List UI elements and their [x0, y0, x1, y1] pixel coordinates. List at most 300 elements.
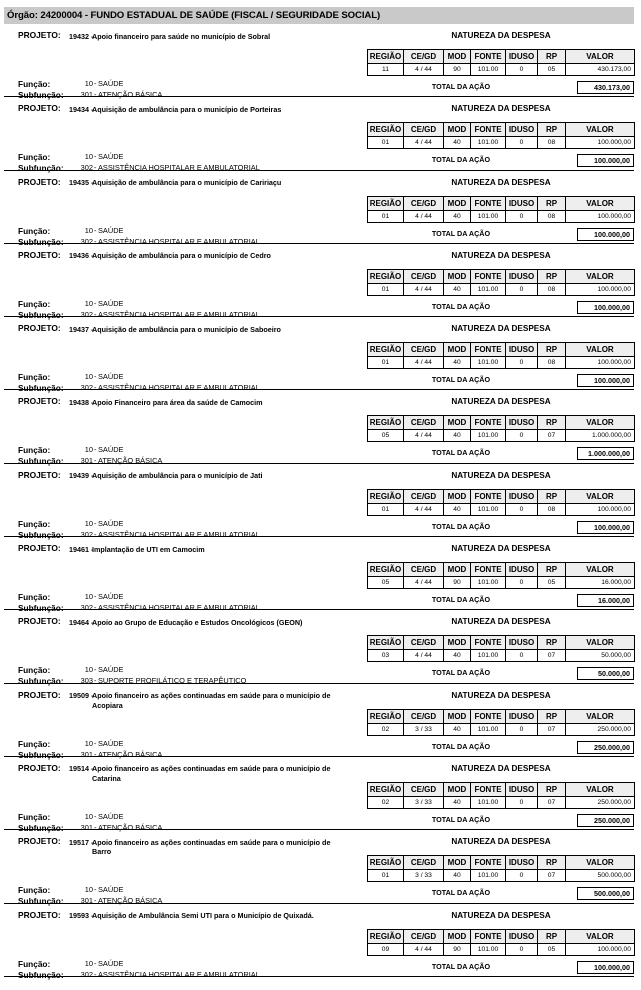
expense-table — [367, 342, 635, 369]
cell-valor: 100.000,00 — [566, 503, 635, 515]
cell-regiao: 05 — [368, 577, 404, 589]
project-block — [4, 390, 634, 467]
expense-table-header — [368, 123, 635, 137]
column-header-regiao: REGIÃO — [368, 123, 404, 137]
cell-rp: 07 — [538, 723, 566, 735]
funcao-name: SAÚDE — [98, 592, 124, 602]
column-header-regiao: REGIÃO — [368, 269, 404, 283]
project-description: Apoio Financeiro para área da saúde de Camocim — [92, 397, 263, 407]
column-header-valor: VALOR — [566, 636, 635, 650]
total-row — [367, 594, 634, 607]
column-header-mod: MOD — [444, 856, 471, 870]
project-block — [4, 171, 634, 247]
column-header-iduso: IDUSO — [506, 929, 538, 943]
column-header-mod: MOD — [444, 269, 471, 283]
expense-table-row — [368, 943, 635, 955]
project-description: Apoio financeiro as ações continuadas em saúde para o município de Barro — [92, 837, 331, 857]
cell-ce-gd: 4 / 44 — [404, 503, 444, 515]
cell-ce-gd: 4 / 44 — [404, 137, 444, 149]
cell-valor: 100.000,00 — [566, 943, 635, 955]
column-header-ce-gd: CE/GD — [404, 709, 444, 723]
total-value: 100.000,00 — [577, 961, 634, 974]
cell-rp: 05 — [538, 577, 566, 589]
column-header-iduso: IDUSO — [506, 123, 538, 137]
expense-table-row — [368, 210, 635, 222]
subfuncao-label: Subfunção: — [18, 749, 64, 760]
project-block — [4, 757, 634, 833]
cell-iduso: 0 — [506, 137, 538, 149]
column-header-rp: RP — [538, 856, 566, 870]
cell-valor: 100.000,00 — [566, 357, 635, 369]
column-header-iduso: IDUSO — [506, 563, 538, 577]
total-value: 100.000,00 — [577, 301, 634, 314]
cell-valor: 250.000,00 — [566, 723, 635, 735]
project-label: PROJETO: — [18, 103, 61, 114]
funcao-code: 10 — [84, 738, 93, 748]
funcao-name: SAÚDE — [98, 298, 124, 308]
funcao-label: Função: — [18, 79, 51, 89]
column-header-ce-gd: CE/GD — [404, 563, 444, 577]
cell-rp: 08 — [538, 283, 566, 295]
project-block — [4, 830, 634, 907]
funcao-label: Função: — [18, 298, 51, 309]
funcao-code: 10 — [84, 958, 93, 968]
cell-iduso: 0 — [506, 503, 538, 515]
total-label: TOTAL DA AÇÃO — [431, 595, 491, 605]
total-value: 100.000,00 — [577, 154, 634, 167]
expense-table — [367, 635, 635, 662]
column-header-mod: MOD — [444, 709, 471, 723]
expense-table-header — [368, 856, 635, 870]
expense-table-row — [368, 650, 635, 662]
funcao-label: Função: — [18, 885, 51, 896]
funcao-label: Função: — [18, 372, 51, 383]
funcao-label: Função: — [18, 518, 51, 529]
expense-table-row — [368, 723, 635, 735]
total-value: 100.000,00 — [577, 374, 634, 387]
column-header-iduso: IDUSO — [506, 709, 538, 723]
subfuncao-separator: - — [94, 236, 97, 246]
total-label: TOTAL DA AÇÃO — [431, 155, 491, 165]
subfuncao-name: ASSISTÊNCIA HOSPITALAR E AMBULATORIAL — [98, 529, 260, 539]
expense-table — [367, 929, 635, 956]
funcao-separator: - — [94, 958, 97, 968]
column-header-mod: MOD — [444, 123, 471, 137]
funcao-separator: - — [94, 592, 97, 602]
funcao-separator: - — [94, 79, 97, 88]
total-value: 250.000,00 — [577, 814, 634, 827]
funcao-code: 10 — [84, 152, 93, 162]
funcao-code: 10 — [84, 225, 93, 235]
cell-ce-gd: 4 / 44 — [404, 357, 444, 369]
expense-table-row — [368, 577, 635, 589]
column-header-ce-gd: CE/GD — [404, 123, 444, 137]
project-label: PROJETO: — [18, 30, 61, 40]
subfuncao-name: ASSISTÊNCIA HOSPITALAR E AMBULATORIAL — [98, 163, 260, 173]
cell-rp: 08 — [538, 210, 566, 222]
cell-fonte: 101.00 — [471, 137, 506, 149]
cell-regiao: 01 — [368, 357, 404, 369]
column-header-iduso: IDUSO — [506, 269, 538, 283]
column-header-rp: RP — [538, 123, 566, 137]
column-header-fonte: FONTE — [471, 416, 506, 430]
column-header-valor: VALOR — [566, 196, 635, 210]
total-value: 250.000,00 — [577, 741, 634, 754]
project-description: Apoio ao Grupo de Educação e Estudos Oncológicos (GEON) — [92, 617, 303, 627]
expense-table-header — [368, 563, 635, 577]
project-description: Aquisição de ambulância para o município de Saboeiro — [92, 324, 281, 334]
subfuncao-code: 302 — [80, 603, 93, 613]
total-label: TOTAL DA AÇÃO — [431, 82, 491, 91]
cell-mod: 40 — [444, 650, 471, 662]
project-label: PROJETO: — [18, 762, 61, 773]
subfuncao-code: 302 — [80, 309, 93, 319]
project-label: PROJETO: — [18, 616, 61, 627]
expense-table — [367, 782, 635, 809]
cell-ce-gd: 4 / 44 — [404, 64, 444, 76]
cell-iduso: 0 — [506, 430, 538, 442]
subfuncao-separator: - — [94, 309, 97, 319]
column-header-valor: VALOR — [566, 709, 635, 723]
cell-regiao: 01 — [368, 870, 404, 882]
cell-mod: 40 — [444, 723, 471, 735]
funcao-name: SAÚDE — [98, 372, 124, 382]
funcao-label: Função: — [18, 811, 51, 822]
cell-valor: 430.173,00 — [566, 64, 635, 76]
funcao-code: 10 — [84, 811, 93, 821]
project-code: 19464 - — [69, 617, 94, 627]
expense-table-row — [368, 796, 635, 808]
subfuncao-label: Subfunção: — [18, 603, 64, 614]
expense-table-header — [368, 269, 635, 283]
cell-fonte: 101.00 — [471, 503, 506, 515]
project-description: Apoio financeiro as ações continuadas em saúde para o município de Acopiara — [92, 691, 331, 710]
expense-table — [367, 415, 635, 442]
cell-regiao: 02 — [368, 723, 404, 735]
project-code: 19436 - — [69, 251, 94, 261]
funcao-separator: - — [94, 445, 97, 455]
cell-fonte: 101.00 — [471, 723, 506, 735]
funcao-code: 10 — [84, 518, 93, 528]
expense-table-header — [368, 489, 635, 503]
subfuncao-name: ASSISTÊNCIA HOSPITALAR E AMBULATORIAL — [98, 603, 260, 613]
project-code: 19439 - — [69, 471, 94, 481]
column-header-regiao: REGIÃO — [368, 782, 404, 796]
natureza-despesa-title: NATUREZA DA DESPESA — [451, 470, 551, 480]
total-row — [367, 961, 634, 974]
cell-fonte: 101.00 — [471, 210, 506, 222]
total-row — [367, 887, 634, 900]
project-block — [4, 97, 634, 174]
project-block — [4, 24, 634, 100]
cell-fonte: 101.00 — [471, 357, 506, 369]
total-label: TOTAL DA AÇÃO — [431, 521, 491, 531]
cell-valor: 100.000,00 — [566, 210, 635, 222]
funcao-name: SAÚDE — [98, 811, 124, 821]
project-block — [4, 317, 634, 394]
project-description: Aquisição de ambulância para o município de Caririaçu — [92, 178, 282, 188]
cell-fonte: 101.00 — [471, 283, 506, 295]
project-code: 19461 - — [69, 544, 94, 554]
project-description: Aquisição de ambulância para o município de Cedro — [92, 251, 271, 261]
subfuncao-separator: - — [94, 896, 97, 906]
cell-ce-gd: 4 / 44 — [404, 943, 444, 955]
expense-table — [367, 709, 635, 736]
total-label: TOTAL DA AÇÃO — [431, 741, 491, 751]
subfuncao-label: Subfunção: — [18, 969, 64, 980]
column-header-ce-gd: CE/GD — [404, 196, 444, 210]
project-label: PROJETO: — [18, 396, 61, 407]
total-row — [367, 741, 634, 754]
funcao-name: SAÚDE — [98, 665, 124, 675]
column-header-iduso: IDUSO — [506, 782, 538, 796]
column-header-iduso: IDUSO — [506, 416, 538, 430]
column-header-fonte: FONTE — [471, 196, 506, 210]
expense-table — [367, 196, 635, 223]
column-header-ce-gd: CE/GD — [404, 416, 444, 430]
cell-iduso: 0 — [506, 723, 538, 735]
total-row — [367, 301, 634, 314]
total-row — [367, 447, 634, 460]
expense-table-row — [368, 430, 635, 442]
cell-regiao: 01 — [368, 283, 404, 295]
cell-valor: 500.000,00 — [566, 870, 635, 882]
cell-rp: 07 — [538, 870, 566, 882]
funcao-separator: - — [94, 885, 97, 895]
subfuncao-code: 302 — [80, 969, 93, 979]
cell-mod: 40 — [444, 503, 471, 515]
total-row — [367, 374, 634, 387]
cell-valor: 100.000,00 — [566, 283, 635, 295]
total-row — [367, 228, 634, 241]
column-header-iduso: IDUSO — [506, 50, 538, 64]
natureza-despesa-title: NATUREZA DA DESPESA — [451, 324, 551, 334]
expense-table-header — [368, 196, 635, 210]
subfuncao-separator: - — [94, 90, 97, 99]
funcao-label: Função: — [18, 665, 51, 676]
expense-table-header — [368, 636, 635, 650]
expense-table-header — [368, 929, 635, 943]
total-value: 50.000,00 — [577, 667, 634, 680]
column-header-fonte: FONTE — [471, 782, 506, 796]
natureza-despesa-title: NATUREZA DA DESPESA — [451, 104, 551, 114]
subfuncao-separator: - — [94, 969, 97, 979]
column-header-rp: RP — [538, 489, 566, 503]
column-header-rp: RP — [538, 636, 566, 650]
column-header-rp: RP — [538, 709, 566, 723]
column-header-mod: MOD — [444, 929, 471, 943]
column-header-regiao: REGIÃO — [368, 50, 404, 64]
funcao-label: Função: — [18, 592, 51, 603]
natureza-despesa-title: NATUREZA DA DESPESA — [451, 397, 551, 407]
subfuncao-label: Subfunção: — [18, 383, 64, 394]
column-header-fonte: FONTE — [471, 489, 506, 503]
column-header-regiao: REGIÃO — [368, 709, 404, 723]
cell-regiao: 02 — [368, 796, 404, 808]
column-header-regiao: REGIÃO — [368, 929, 404, 943]
subfuncao-name: ATENÇÃO BÁSICA — [98, 896, 163, 906]
subfuncao-name: ASSISTÊNCIA HOSPITALAR E AMBULATORIAL — [98, 309, 260, 319]
cell-mod: 90 — [444, 577, 471, 589]
natureza-despesa-title: NATUREZA DA DESPESA — [451, 177, 551, 187]
cell-iduso: 0 — [506, 283, 538, 295]
project-code: 19509 - — [69, 691, 94, 701]
total-label: TOTAL DA AÇÃO — [431, 228, 491, 238]
column-header-rp: RP — [538, 782, 566, 796]
total-value: 100.000,00 — [577, 521, 634, 534]
project-block — [4, 464, 634, 540]
expense-table-header — [368, 782, 635, 796]
funcao-separator: - — [94, 811, 97, 821]
natureza-despesa-title: NATUREZA DA DESPESA — [451, 31, 551, 40]
column-header-ce-gd: CE/GD — [404, 343, 444, 357]
column-header-rp: RP — [538, 343, 566, 357]
subfuncao-name: SUPORTE PROFILÁTICO E TERAPÊUTICO — [98, 676, 247, 686]
cell-regiao: 05 — [368, 430, 404, 442]
cell-fonte: 101.00 — [471, 64, 506, 76]
funcao-code: 10 — [84, 79, 93, 88]
column-header-regiao: REGIÃO — [368, 416, 404, 430]
column-header-valor: VALOR — [566, 856, 635, 870]
column-header-fonte: FONTE — [471, 709, 506, 723]
expense-table — [367, 562, 635, 589]
project-description: Apoio financeiro para saúde no município de Sobral — [92, 31, 271, 41]
project-code: 19514 - — [69, 764, 94, 774]
cell-rp: 07 — [538, 650, 566, 662]
expense-table-header — [368, 343, 635, 357]
column-header-valor: VALOR — [566, 489, 635, 503]
cell-iduso: 0 — [506, 650, 538, 662]
orgao-header: Órgão: 24200004 - FUNDO ESTADUAL DE SAÚDE (FISCAL / SEGURIDADE SOCIAL) — [4, 7, 634, 24]
total-label: TOTAL DA AÇÃO — [431, 668, 491, 678]
cell-fonte: 101.00 — [471, 796, 506, 808]
funcao-separator: - — [94, 665, 97, 675]
expense-table — [367, 489, 635, 516]
column-header-mod: MOD — [444, 196, 471, 210]
funcao-name: SAÚDE — [98, 958, 124, 968]
subfuncao-separator: - — [94, 603, 97, 613]
column-header-fonte: FONTE — [471, 343, 506, 357]
total-row — [367, 814, 634, 827]
expense-table-row — [368, 137, 635, 149]
funcao-name: SAÚDE — [98, 445, 124, 455]
subfuncao-label: Subfunção: — [18, 163, 64, 174]
column-header-valor: VALOR — [566, 123, 635, 137]
project-block — [4, 244, 634, 320]
funcao-name: SAÚDE — [98, 225, 124, 235]
total-value: 16.000,00 — [577, 594, 634, 607]
project-description: Aquisição de ambulância para o município de Jati — [92, 471, 263, 481]
column-header-mod: MOD — [444, 636, 471, 650]
total-value: 430.173,00 — [577, 81, 634, 94]
project-block — [4, 904, 634, 980]
subfuncao-separator: - — [94, 676, 97, 686]
project-description: Apoio financeiro as ações continuadas em saúde para o município de Catarina — [92, 764, 331, 783]
column-header-iduso: IDUSO — [506, 856, 538, 870]
column-header-ce-gd: CE/GD — [404, 50, 444, 64]
expense-table-row — [368, 357, 635, 369]
cell-iduso: 0 — [506, 210, 538, 222]
funcao-name: SAÚDE — [98, 79, 124, 88]
column-header-iduso: IDUSO — [506, 636, 538, 650]
column-header-mod: MOD — [444, 489, 471, 503]
column-header-ce-gd: CE/GD — [404, 856, 444, 870]
subfuncao-code: 302 — [80, 529, 93, 539]
cell-fonte: 101.00 — [471, 870, 506, 882]
expense-table-row — [368, 503, 635, 515]
column-header-ce-gd: CE/GD — [404, 269, 444, 283]
expense-table — [367, 122, 635, 149]
cell-valor: 50.000,00 — [566, 650, 635, 662]
subfuncao-name: ATENÇÃO BÁSICA — [98, 822, 163, 832]
column-header-ce-gd: CE/GD — [404, 782, 444, 796]
cell-regiao: 01 — [368, 210, 404, 222]
expense-table-header — [368, 416, 635, 430]
subfuncao-label: Subfunção: — [18, 236, 64, 247]
expense-table — [367, 855, 635, 882]
funcao-separator: - — [94, 372, 97, 382]
subfuncao-separator: - — [94, 749, 97, 759]
funcao-label: Função: — [18, 225, 51, 236]
column-header-fonte: FONTE — [471, 563, 506, 577]
column-header-ce-gd: CE/GD — [404, 929, 444, 943]
subfuncao-separator: - — [94, 822, 97, 832]
column-header-regiao: REGIÃO — [368, 343, 404, 357]
column-header-regiao: REGIÃO — [368, 489, 404, 503]
natureza-despesa-title: NATUREZA DA DESPESA — [451, 544, 551, 554]
column-header-fonte: FONTE — [471, 269, 506, 283]
column-header-iduso: IDUSO — [506, 196, 538, 210]
cell-ce-gd: 4 / 44 — [404, 210, 444, 222]
project-block — [4, 610, 634, 687]
cell-mod: 40 — [444, 210, 471, 222]
funcao-separator: - — [94, 518, 97, 528]
cell-rp: 07 — [538, 430, 566, 442]
subfuncao-label: Subfunção: — [18, 822, 64, 833]
funcao-name: SAÚDE — [98, 152, 124, 162]
subfuncao-code: 301 — [80, 822, 93, 832]
column-header-mod: MOD — [444, 563, 471, 577]
natureza-despesa-title: NATUREZA DA DESPESA — [451, 617, 551, 627]
subfuncao-code: 303 — [80, 676, 93, 686]
column-header-fonte: FONTE — [471, 50, 506, 64]
total-value: 100.000,00 — [577, 228, 634, 241]
cell-regiao: 03 — [368, 650, 404, 662]
subfuncao-label: Subfunção: — [18, 456, 64, 467]
subfuncao-separator: - — [94, 163, 97, 173]
cell-fonte: 101.00 — [471, 943, 506, 955]
cell-valor: 100.000,00 — [566, 137, 635, 149]
subfuncao-label: Subfunção: — [18, 896, 64, 907]
column-header-rp: RP — [538, 563, 566, 577]
cell-fonte: 101.00 — [471, 650, 506, 662]
funcao-code: 10 — [84, 592, 93, 602]
project-label: PROJETO: — [18, 469, 61, 480]
cell-mod: 40 — [444, 796, 471, 808]
column-header-rp: RP — [538, 416, 566, 430]
project-description: Implantação de UTI em Camocim — [92, 544, 205, 554]
natureza-despesa-title: NATUREZA DA DESPESA — [451, 690, 551, 700]
subfuncao-name: ATENÇÃO BÁSICA — [98, 90, 163, 99]
cell-rp: 05 — [538, 64, 566, 76]
project-code: 19517 - — [69, 837, 94, 847]
subfuncao-name: ATENÇÃO BÁSICA — [98, 749, 163, 759]
column-header-rp: RP — [538, 269, 566, 283]
subfuncao-label: Subfunção: — [18, 529, 64, 540]
project-label: PROJETO: — [18, 176, 61, 187]
cell-ce-gd: 3 / 33 — [404, 723, 444, 735]
total-label: TOTAL DA AÇÃO — [431, 448, 491, 458]
